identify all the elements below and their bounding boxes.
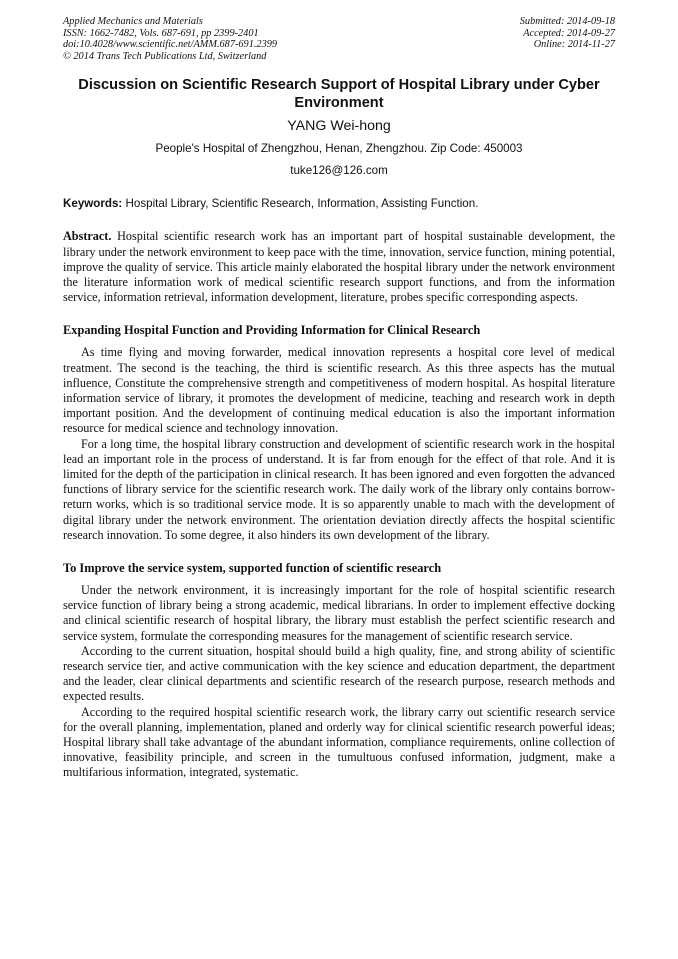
submitted-date: Submitted: 2014-09-18 bbox=[519, 16, 615, 27]
journal-name: Applied Mechanics and Materials bbox=[63, 16, 203, 27]
abstract-text: Hospital scientific research work has an important part of hospital sustainable development, the library under the network environment to keep pace with the time, innovation, service function, mining potential, improve the quality of service. This article mainly elaborated the hospital library under the network environment the literature information work of medical scientific research support functions, and from the information service, information retrieval, information development, literature, probes specific corresponding aspects. bbox=[63, 229, 616, 305]
abstract bbox=[63, 229, 615, 305]
journal-doi: doi:10.4028/www.scientific.net/AMM.687-691.2399 bbox=[63, 39, 278, 51]
abstract-label: Abstract. bbox=[63, 229, 112, 244]
section-heading: Expanding Hospital Function and Providing Information for Clinical Research bbox=[63, 323, 481, 338]
accepted-date: Accepted: 2014-09-27 bbox=[523, 27, 615, 39]
section-paragraph: According to the current situation, hospital should build a high quality, fine, and strong ability of scientific research service tier, and active communication with the key science and education department, the department and the leader, clear clinical departments and scientific research of the research purpose, research methods and expected results. bbox=[63, 643, 615, 704]
journal-info bbox=[63, 16, 277, 62]
section-paragraph: As time flying and moving forwarder, medical innovation represents a hospital core level of medical treatment. The second is the teaching, the third is scientific research. As this three aspects has the mutual influence, Constitute the comprehensive strength and competitiveness of modern hospital. As hospital literature information service of library, it promotes the development of medicine, teaching and research work in depth important position. And the development of continuing medical education is also the important information resource for medical science and technology innovation. bbox=[63, 345, 615, 436]
section-heading: To Improve the service system, supported function of scientific research bbox=[63, 561, 442, 576]
online-date: Online: 2014-11-27 bbox=[533, 39, 615, 51]
section-paragraph: For a long time, the hospital library construction and development of scientific research work in the hospital lead an important role in the process of understand. It is far from enough for the effect of that role. And it is limited for the depth of the participation in clinical research. It has been ignored and even forgotten the advanced functions of library service for the scientific research work. The daily work of the library only contains borrow-return works, which is so traditional service mode. It is so apparently unable to mach with the development of digital library under the network environment. The orientation deviation directly affects the hospital scientific research innovation. To some degree, it also hinders its own development of the library. bbox=[63, 436, 615, 542]
journal-header bbox=[63, 16, 615, 62]
paper-title: Discussion on Scientific Research Support of Hospital Library under Cyber Environment bbox=[78, 77, 600, 111]
author-affiliation: People's Hospital of Zhengzhou, Henan, Zhengzhou. Zip Code: 450003 bbox=[155, 142, 523, 156]
journal-issn: ISSN: 1662-7482, Vols. 687-691, pp 2399-2401 bbox=[63, 27, 259, 39]
keywords-text: Hospital Library, Scientific Research, Information, Assisting Function. bbox=[125, 197, 479, 211]
keywords-label: Keywords: bbox=[63, 197, 123, 211]
publication-dates bbox=[520, 16, 615, 62]
section-paragraph: According to the required hospital scientific research work, the library carry out scientific research service for the overall planning, implementation, planed and orderly way for clinical scientific research powerful ideas; Hospital library shall take advantage of the abundant information, compliance requirements, online collection of innovative, feasibility principle, and screen in the tumultuous confused information, judgment, make a multifarious information, integrated, systematic. bbox=[63, 704, 615, 780]
paper-page bbox=[63, 16, 615, 781]
author-email: tuke126@126.com bbox=[290, 164, 388, 178]
paper-author: YANG Wei-hong bbox=[287, 118, 391, 135]
keywords bbox=[63, 197, 615, 211]
journal-copyright: © 2014 Trans Tech Publications Ltd, Switzerland bbox=[63, 50, 267, 62]
section-paragraph: Under the network environment, it is increasingly important for the role of hospital scientific research service function of library being a strong academic, medical librarians. In order to implement effective docking and clinical scientific research of hospital library, the library must establish the perfect scientific research and service system, formulate the corresponding measures for the management of scientific research service. bbox=[63, 583, 615, 643]
